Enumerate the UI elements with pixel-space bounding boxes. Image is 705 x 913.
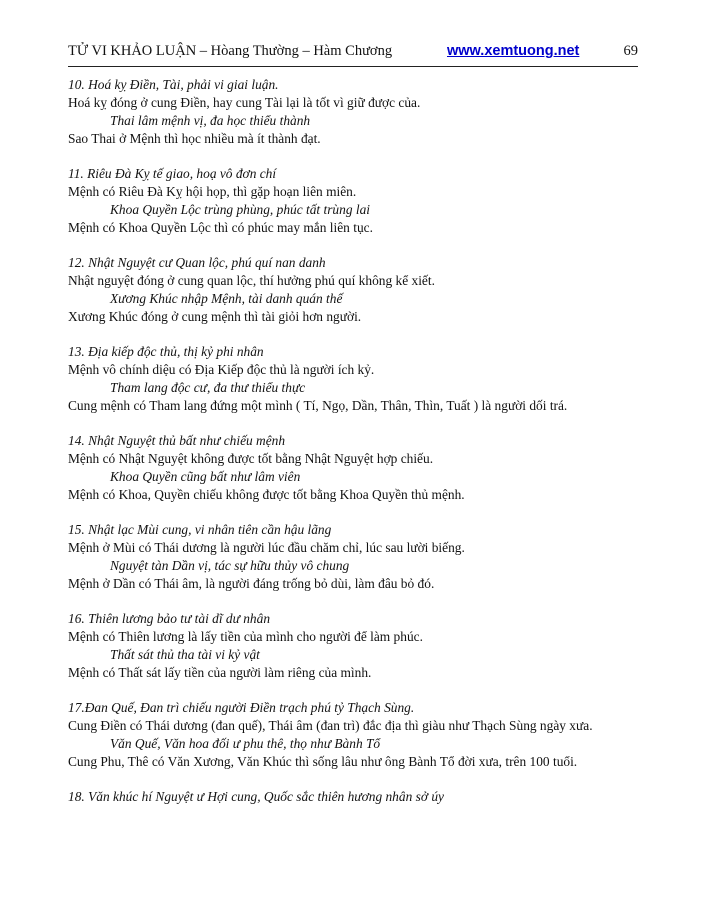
verse-section (68, 610, 668, 682)
verse-explanation: Mệnh có Khoa Quyền Lộc thì có phúc may mắn liên tục. (68, 220, 373, 235)
verse-explanation: Hoá kỵ đóng ở cung Điền, hay cung Tài lại là tốt vì giữ được của. (68, 95, 421, 110)
verse-section (68, 343, 668, 415)
verse-quote: Thất sát thủ tha tài vi kỷ vật (110, 647, 260, 662)
verse-quote: Nguyệt tàn Dần vị, tác sự hữu thủy vô chung (110, 558, 350, 573)
verse-explanation: Mệnh có Thất sát lấy tiền của người làm riêng của mình. (68, 665, 372, 680)
website-link[interactable]: www.xemtuong.net (447, 43, 580, 59)
verse-heading: 17.Đan Quế, Đan trì chiếu người Điền trạch phú tỷ Thạch Sùng. (68, 700, 415, 715)
verse-quote: Văn Quế, Văn hoa đối ư phu thê, thọ như Bành Tổ (110, 736, 381, 751)
page-number: 69 (623, 43, 638, 59)
verse-explanation: Cung Điền có Thái dương (đan quế), Thái âm (đan trì) đắc địa thì giàu như Thạch Sùng ngày xưa. (68, 718, 593, 733)
verse-heading: 13. Địa kiếp độc thủ, thị kỷ phi nhân (68, 344, 264, 359)
verse-explanation: Mệnh ở Dần có Thái âm, là người đáng trống bỏ dùi, làm đâu bỏ đó. (68, 576, 435, 591)
verse-explanation: Sao Thai ở Mệnh thì học nhiều mà ít thành đạt. (68, 131, 321, 146)
verse-quote: Khoa Quyền Lộc trùng phùng, phúc tất trùng lai (110, 202, 370, 217)
verse-explanation: Mệnh có Riêu Đà Kỵ hội họp, thì gặp hoạn liên miên. (68, 184, 357, 199)
verse-heading: 18. Văn khúc hí Nguyệt ư Hợi cung, Quốc sắc thiên hương nhân sở úy (68, 789, 444, 804)
verse-heading: 10. Hoá kỵ Điền, Tài, phải vi giai luận. (68, 77, 279, 92)
verse-explanation: Mệnh có Nhật Nguyệt không được tốt bằng Nhật Nguyệt hợp chiếu. (68, 451, 434, 466)
verse-section (68, 165, 668, 237)
verse-quote: Tham lang độc cư, đa thư thiểu thực (110, 380, 306, 395)
verse-heading: 14. Nhật Nguyệt thủ bất như chiếu mệnh (68, 433, 286, 448)
book-title: TỬ VI KHẢO LUẬN – Hòang Thường – Hàm Chương (68, 43, 393, 59)
verse-quote: Khoa Quyền cũng bất như lâm viên (110, 469, 301, 484)
verse-explanation: Mệnh ở Mùi có Thái dương là người lúc đầu chăm chỉ, lúc sau lười biếng. (68, 540, 465, 555)
verse-explanation: Mệnh có Thiên lương là lấy tiền của mình cho người để làm phúc. (68, 629, 423, 644)
verse-heading: 15. Nhật lạc Mùi cung, vi nhân tiên cần hậu lãng (68, 522, 332, 537)
page-body (68, 76, 668, 823)
verse-quote: Thai lâm mệnh vị, đa học thiểu thành (110, 113, 311, 128)
verse-section (68, 788, 668, 806)
page-header (68, 40, 638, 67)
verse-explanation: Cung mệnh có Tham lang đứng một mình ( Tí, Ngọ, Dần, Thân, Thìn, Tuất ) là người dối trá. (68, 398, 568, 413)
verse-heading: 11. Riêu Đà Kỵ tế giao, hoạ vô đơn chí (68, 166, 277, 181)
verse-explanation: Cung Phu, Thê có Văn Xương, Văn Khúc thì sống lâu như ông Bành Tổ đời xưa, trên 100 tuổi. (68, 754, 578, 769)
verse-heading: 16. Thiên lương bảo tư tài dĩ dư nhân (68, 611, 271, 626)
verse-section (68, 432, 668, 504)
verse-explanation: Xương Khúc đóng ở cung mệnh thì tài giỏi hơn người. (68, 309, 362, 324)
verse-explanation: Mệnh vô chính diệu có Địa Kiếp độc thủ là người ích kỷ. (68, 362, 375, 377)
verse-explanation: Mệnh có Khoa, Quyền chiếu không được tốt bằng Khoa Quyền thủ mệnh. (68, 487, 465, 502)
verse-explanation: Nhật nguyệt đóng ở cung quan lộc, thí hưởng phú quí không kể xiết. (68, 273, 435, 288)
verse-section (68, 699, 668, 771)
verse-quote: Xương Khúc nhập Mệnh, tài danh quán thế (110, 291, 343, 306)
verse-section (68, 254, 668, 326)
verse-heading: 12. Nhật Nguyệt cư Quan lộc, phú quí nan danh (68, 255, 326, 270)
verse-section (68, 76, 668, 148)
verse-section (68, 521, 668, 593)
